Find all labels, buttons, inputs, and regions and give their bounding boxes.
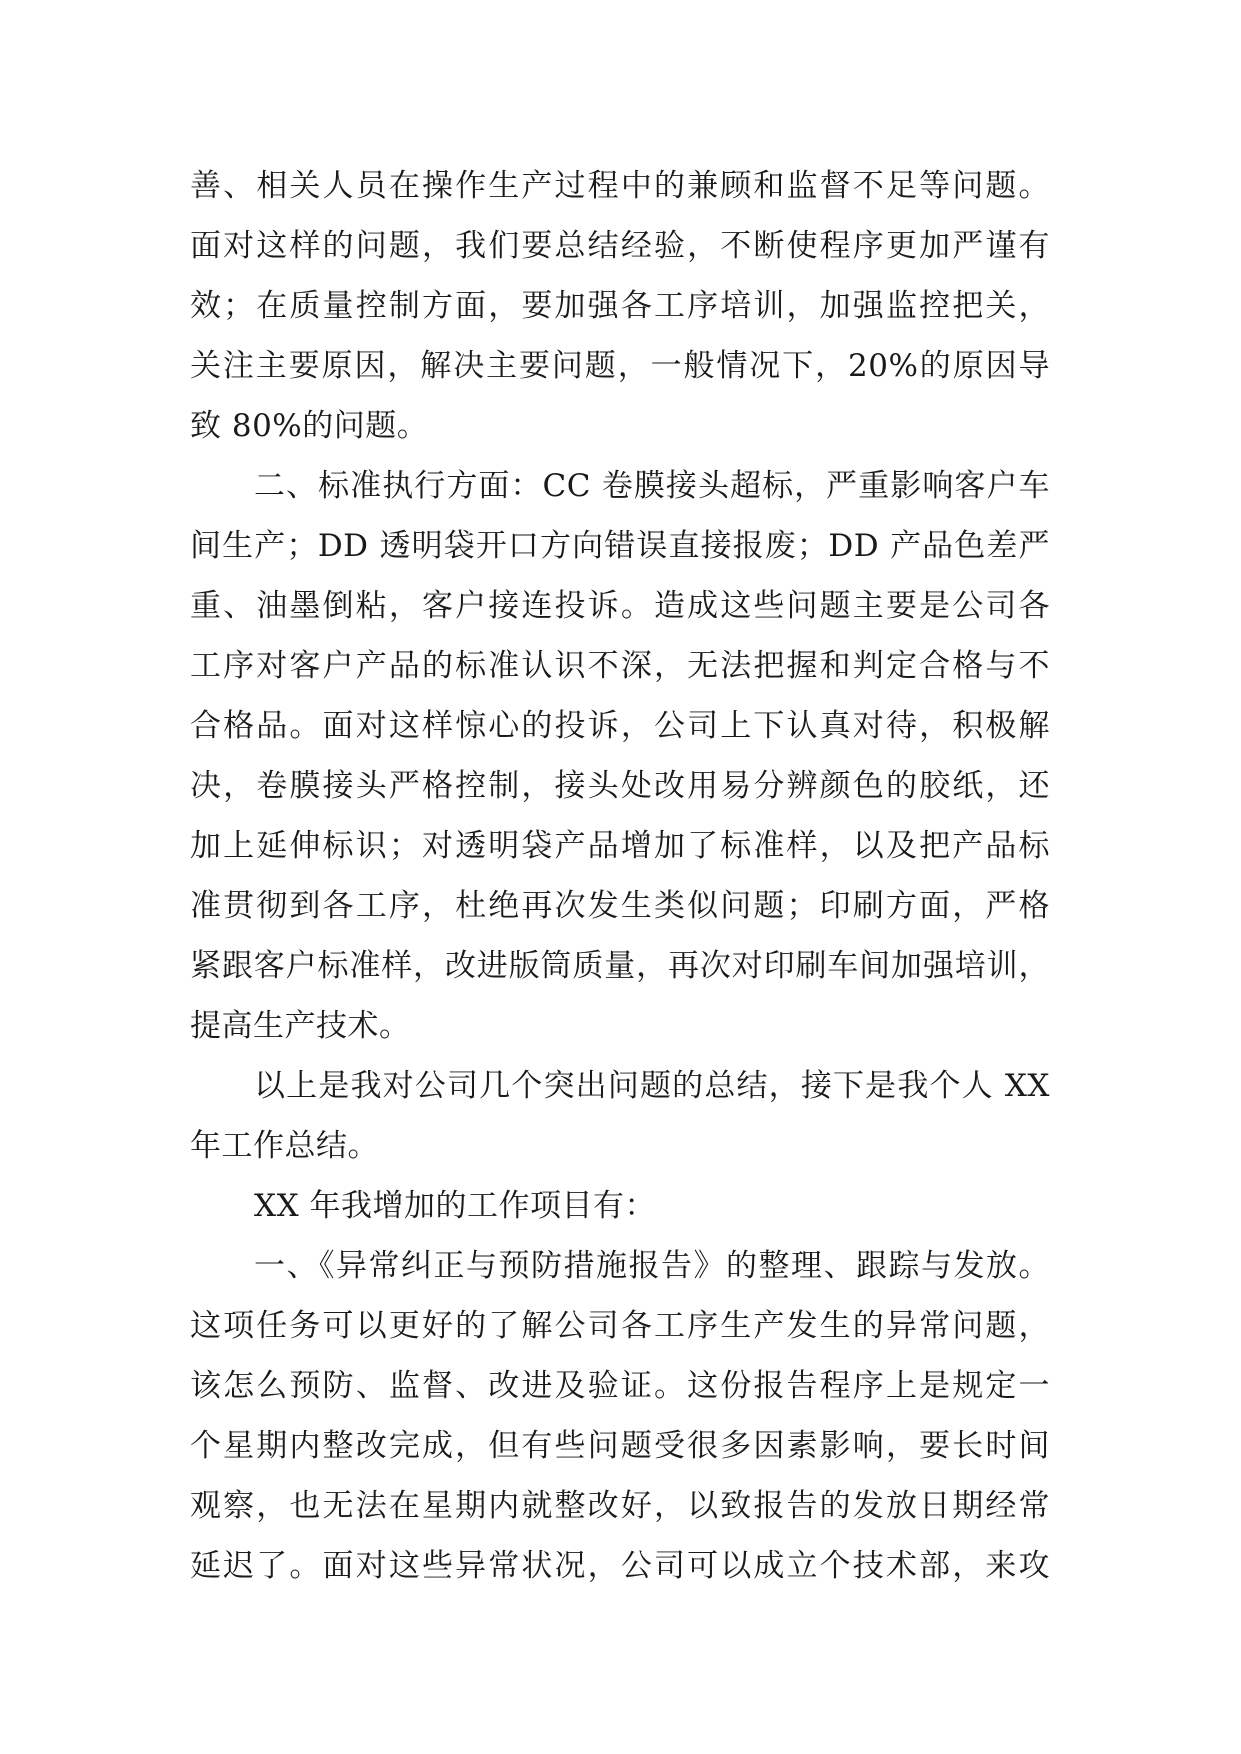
text-line: 延迟了。面对这些异常状况，公司可以成立个技术部，来攻 xyxy=(190,1548,1050,1584)
text-line: 效；在质量控制方面，要加强各工序培训，加强监控把关， xyxy=(190,288,1050,324)
text-line: 观察，也无法在星期内就整改好，以致报告的发放日期经常 xyxy=(190,1488,1050,1524)
text-line: 紧跟客户标准样，改进版筒质量，再次对印刷车间加强培训， xyxy=(190,948,1050,984)
paragraph-start-line: XX 年我增加的工作项目有： xyxy=(254,1188,656,1224)
text-line: 面对这样的问题，我们要总结经验，不断使程序更加严谨有 xyxy=(190,228,1050,264)
text-line: 合格品。面对这样惊心的投诉，公司上下认真对待，积极解 xyxy=(190,708,1050,744)
text-line: 间生产；DD 透明袋开口方向错误直接报废；DD 产品色差严 xyxy=(190,528,1050,564)
paragraph-start-line: 一、《异常纠正与预防措施报告》的整理、跟踪与发放。 xyxy=(254,1248,1050,1284)
text-line: 关注主要原因，解决主要问题，一般情况下，20%的原因导 xyxy=(190,348,1050,384)
text-line: 年工作总结。 xyxy=(190,1128,379,1164)
text-line: 重、油墨倒粘，客户接连投诉。造成这些问题主要是公司各 xyxy=(190,588,1050,624)
text-line: 个星期内整改完成，但有些问题受很多因素影响，要长时间 xyxy=(190,1428,1050,1464)
text-line: 加上延伸标识；对透明袋产品增加了标准样，以及把产品标 xyxy=(190,828,1050,864)
text-line: 这项任务可以更好的了解公司各工序生产发生的异常问题， xyxy=(190,1308,1050,1344)
text-line: 致 80%的问题。 xyxy=(190,408,429,444)
text-line: 提高生产技术。 xyxy=(190,1008,411,1044)
text-line: 准贯彻到各工序，杜绝再次发生类似问题；印刷方面，严格 xyxy=(190,888,1050,924)
body-text xyxy=(190,156,1050,1596)
paragraph-start-line: 以上是我对公司几个突出问题的总结，接下是我个人 XX xyxy=(254,1068,1050,1104)
text-line: 工序对客户产品的标准认识不深，无法把握和判定合格与不 xyxy=(190,648,1050,684)
text-line: 决，卷膜接头严格控制，接头处改用易分辨颜色的胶纸，还 xyxy=(190,768,1050,804)
paragraph-start-line: 二、标准执行方面：CC 卷膜接头超标，严重影响客户车 xyxy=(254,468,1050,504)
text-line: 该怎么预防、监督、改进及验证。这份报告程序上是规定一 xyxy=(190,1368,1050,1404)
text-line: 善、相关人员在操作生产过程中的兼顾和监督不足等问题。 xyxy=(190,168,1050,204)
